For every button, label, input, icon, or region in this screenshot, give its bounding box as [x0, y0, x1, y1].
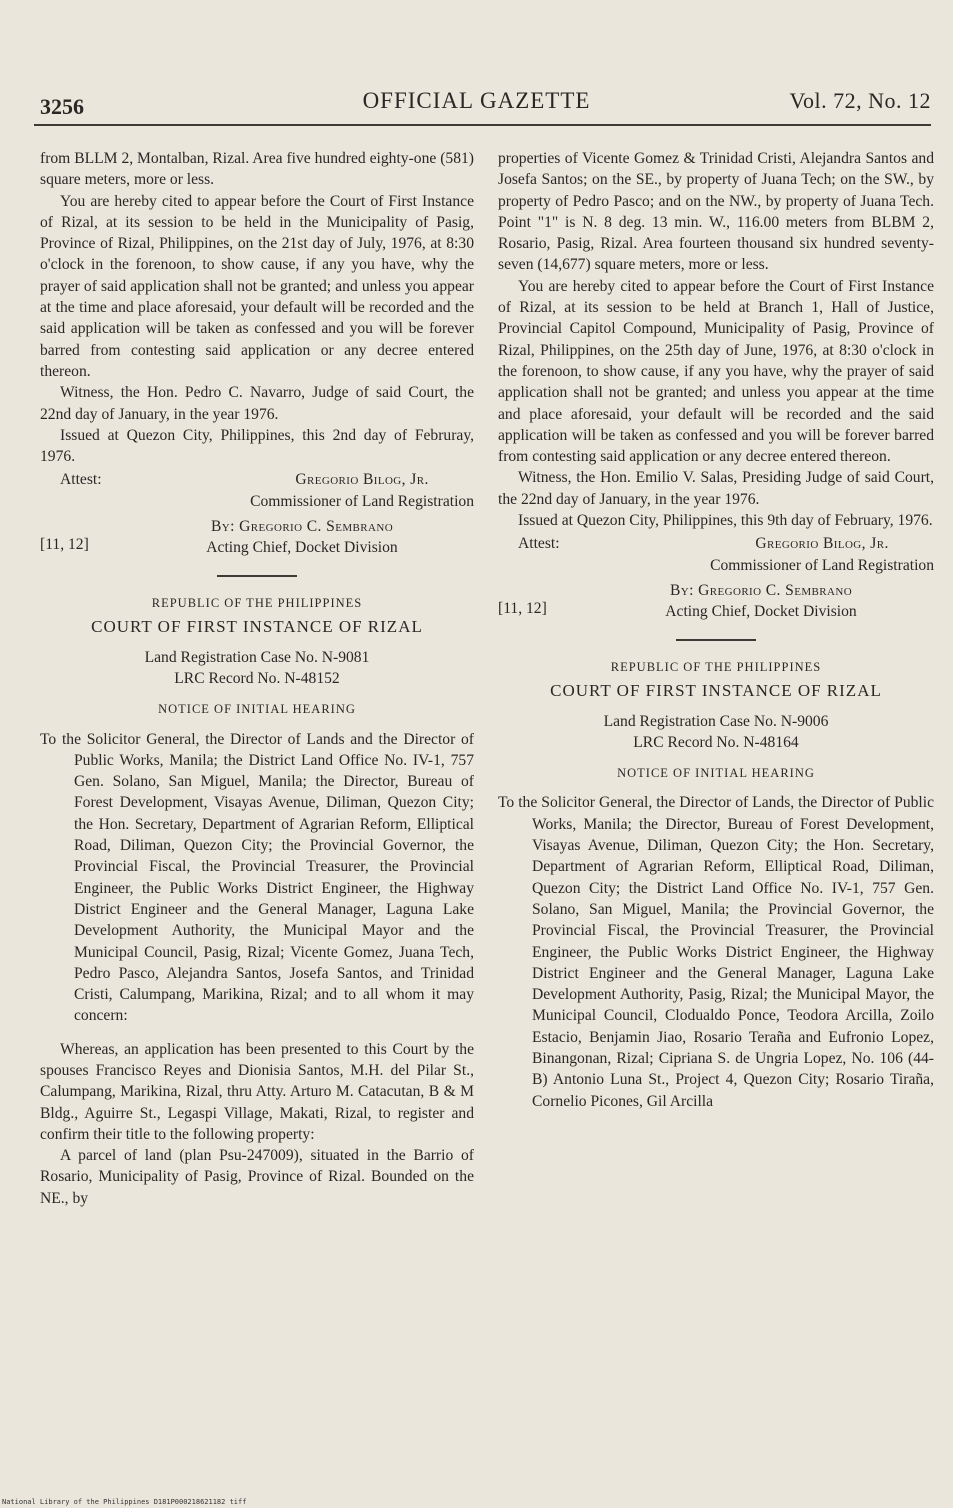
left-attest-signatory	[250, 469, 474, 512]
left-cited-paragraph: You are hereby cited to appear before the Court of First Instance of Rizal, at its session to be held in the Municipality of Pasig, Province of Rizal, Philippines, on the 21st day of July, 1976, at 8:30 o'clock in the forenoon, to show cause, if any you have, why the prayer of said application shall not be granted; and unless you appear at the time and place aforesaid, your default will be recorded and the said application will be taken as confessed and you will be forever barred from contesting said application or any decree entered thereon.	[40, 192, 474, 380]
left-column	[40, 148, 474, 1209]
right-cited-paragraph: You are hereby cited to appear before the Court of First Instance of Rizal, at its session to be held at Branch 1, Hall of Justice, Provincial Capitol Compound, Municipality of Pasig, Province of Rizal, Philippines, on the 25th day of June, 1976, at 8:30 o'clock in the forenoon, to show cause, if any you have, why the prayer of said application shall not be granted; and unless you appear at the time and place aforesaid, your default will be recorded and the said application will be taken as confessed and you will be forever barred from contesting said application or any decree entered thereon.	[498, 277, 934, 466]
left-lrc-record: LRC Record No. N-48152	[174, 670, 340, 688]
left-parcel-paragraph: A parcel of land (plan Psu-247009), situated in the Barrio of Rosario, Municipality of Pasig, Province of Rizal. Bounded on the NE., by	[40, 1147, 474, 1207]
left-addressee-paragraph: To the Solicitor General, the Director of Lands and the Director of Public Works, Manila; the District Land Office No. IV-1, 757 Gen. Solano, San Miguel, Manila; the Director, Bureau of Forest Development, Visayas Avenue, Diliman, Quezon City; the Hon. Secretary, Department of Agrarian Reform, Elliptical Road, Diliman, Quezon City; the Provincial Governor, the Provincial Fiscal, the Provincial Treasurer, the Provincial Engineer, the Public Works District Engineer, the Highway District Engineer and the General Manager, Laguna Lake Development Authority, the Municipal Mayor and the Municipal Council, Pasig, Rizal; Vicente Gomez, Juana Tech, Pedro Pasco, Alejandra Santos, Josefa Santos, and Trinidad Cristi, Calumpang, Marikina, Rizal; and to all whom it may concern:	[40, 730, 474, 1025]
right-attest-signatory	[710, 533, 934, 576]
right-attest-name: Gregorio Bilog, Jr.	[755, 535, 889, 553]
right-attest-label: Attest:	[518, 535, 560, 553]
left-issue-ref: [11, 12]	[40, 536, 89, 554]
left-attest-name: Gregorio Bilog, Jr.	[295, 471, 429, 489]
left-by-name: By: Gregorio C. Sembrano	[210, 518, 394, 536]
right-by-block	[498, 580, 934, 623]
left-issued-paragraph: Issued at Quezon City, Philippines, this 2nd day of Februray, 1976.	[40, 426, 474, 466]
header-rule	[34, 124, 931, 126]
left-attest-block	[40, 469, 474, 512]
right-opening-fragment: properties of Vicente Gomez & Trinidad Cristi, Alejandra Santos and Josefa Santos; on the SE., by property of Juana Tech; on the SW., by property of Pedro Pasco; and on the NW., by property of Juana Tech. Point "1" is N. 8 deg. 13 min. W., 116.00 meters from BLBM 2, Rosario, Pasig, Rizal. Area fourteen thousand six hundred seventy-seven (14,677) square meters, more or less.	[498, 150, 934, 274]
left-republic-heading: REPUBLIC OF THE PHILIPPINES	[151, 595, 363, 610]
right-court-heading: COURT OF FIRST INSTANCE OF RIZAL	[550, 680, 882, 700]
left-attest-title: Commissioner of Land Registration	[250, 492, 474, 510]
scan-footer-note: National Library of the Philippines D181P000218621182 tiff	[2, 1498, 247, 1506]
left-attest-label: Attest:	[60, 471, 102, 489]
left-case-number: Land Registration Case No. N-9081	[144, 649, 370, 667]
left-by-title: Acting Chief, Docket Division	[206, 539, 398, 557]
right-column	[498, 148, 934, 1124]
right-section-divider	[676, 639, 756, 641]
right-case-number: Land Registration Case No. N-9006	[603, 713, 829, 731]
right-notice-title: NOTICE OF INITIAL HEARING	[617, 766, 815, 781]
left-court-heading: COURT OF FIRST INSTANCE OF RIZAL	[91, 616, 423, 636]
right-issue-ref: [11, 12]	[498, 599, 547, 617]
gazette-title: OFFICIAL GAZETTE	[362, 88, 591, 113]
right-lrc-record: LRC Record No. N-48164	[633, 734, 799, 752]
left-whereas-paragraph: Whereas, an application has been presented to this Court by the spouses Francisco Reyes and Dionisia Santos, M.H. del Pilar St., Calumpang, Marikina, Rizal, thru Atty. Arturo M. Catacutan, B & M Bldg., Aguirre St., Legaspi Village, Makati, Rizal, to register and confirm their title to the following property:	[40, 1040, 474, 1143]
right-by-signatory	[588, 580, 934, 623]
right-addressee-paragraph: To the Solicitor General, the Director of Lands, the Director of Public Works, Manila; the Director, Bureau of Forest Development, Visayas Avenue, Diliman, Quezon City; the Hon. Secretary, Department of Agrarian Reform, Elliptical Road, Diliman, Quezon City; the District Land Office No. IV-1, 757 Gen. Solano, San Miguel, Manila; the Provincial Governor, the Provincial Fiscal, the Provincial Treasurer, the Provincial Engineer, the Public Works District Engineer, the Highway District Engineer and the General Manager, Laguna Lake Development Authority, Pasig, Rizal; the Municipal Mayor, the Municipal Council, Clodualdo Ponce, Teodora Arcilla, Zoilo Estacio, Benjamin Jiao, Rosario Teraña and Eufronio Lopez, Binangonan, Rizal; Cipriana S. de Ungria Lopez, No. 106 (44-B) Antonio Luna St., Project 4, Quezon City; Rosario Tiraña, Cornelio Picones, Gil Arcilla	[498, 794, 934, 1110]
right-witness-paragraph: Witness, the Hon. Emilio V. Salas, Presiding Judge of said Court, the 22nd day of January, in the year 1976.	[498, 469, 934, 508]
right-by-title: Acting Chief, Docket Division	[665, 603, 857, 621]
right-attest-block	[498, 533, 934, 576]
left-opening-fragment: from BLLM 2, Montalban, Rizal. Area five hundred eighty-one (581) square meters, more or less.	[40, 150, 474, 189]
left-by-block	[40, 516, 474, 559]
right-attest-title: Commissioner of Land Registration	[710, 556, 934, 574]
left-by-signatory	[130, 516, 474, 559]
left-section-divider	[217, 575, 297, 577]
page-number: 3256	[40, 94, 84, 119]
left-witness-paragraph: Witness, the Hon. Pedro C. Navarro, Judge of said Court, the 22nd day of January, in the year 1976.	[40, 384, 474, 423]
right-republic-heading: REPUBLIC OF THE PHILIPPINES	[610, 659, 822, 674]
left-notice-title: NOTICE OF INITIAL HEARING	[158, 702, 356, 717]
right-by-name: By: Gregorio C. Sembrano	[669, 581, 853, 599]
right-issued-paragraph: Issued at Quezon City, Philippines, this 9th day of February, 1976.	[518, 512, 933, 530]
volume-number: Vol. 72, No. 12	[789, 88, 931, 113]
